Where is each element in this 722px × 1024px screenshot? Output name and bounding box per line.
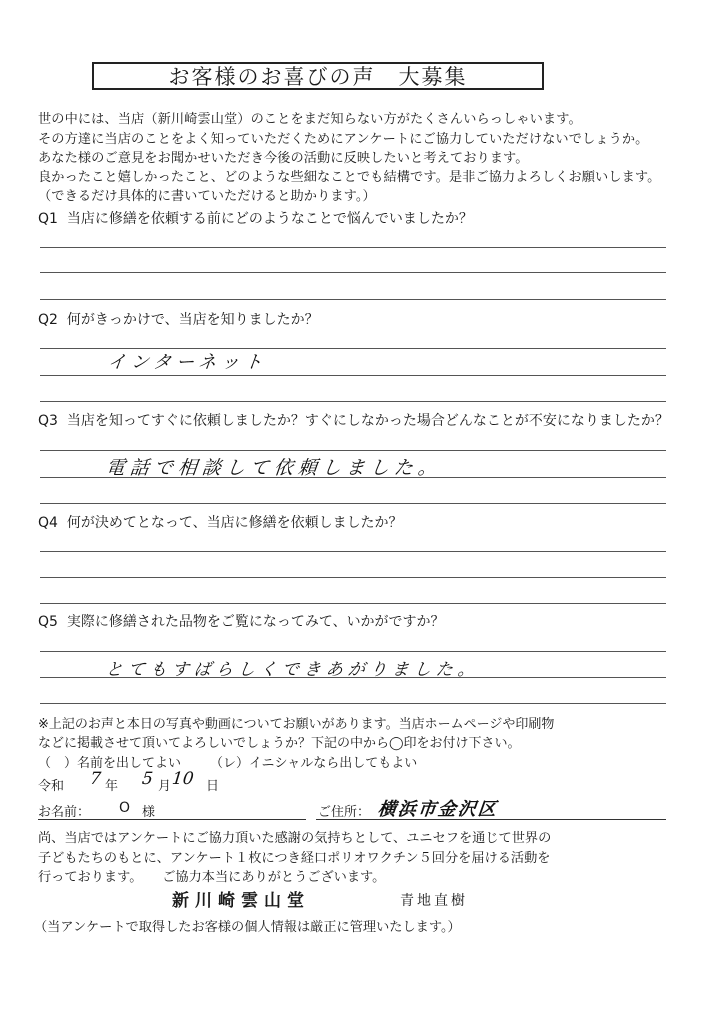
- footer-line-3: 行っております。 ご協力本当にありがとうございます。: [38, 870, 386, 885]
- date-day[interactable]: 10: [170, 769, 195, 789]
- option-initial-checkbox[interactable]: （レ）: [209, 756, 249, 771]
- address-value[interactable]: 横浜市金沢区: [376, 799, 499, 820]
- answer-line: [40, 450, 666, 451]
- answer-3[interactable]: 電話で相談して依頼しました。: [104, 457, 444, 479]
- option-initial-label: イニシャルなら出してもよい: [248, 756, 418, 771]
- name-label: お名前：: [38, 805, 91, 820]
- question-1: Q1 当店に修繕を依頼する前にどのようなことで悩んでいましたか？: [38, 211, 473, 227]
- answer-line: [40, 375, 666, 376]
- name-suffix: 様: [142, 805, 156, 820]
- question-2: Q2 何がきっかけで、当店を知りましたか？: [38, 312, 319, 328]
- footer-line-2: 子どもたちのもとに、アンケート１枚につき経口ポリオワクチン５回分を届ける活動を: [38, 851, 551, 866]
- footer-line-1: 尚、当店ではアンケートにご協力頂いた感謝の気持ちとして、ユニセフを通じて世界の: [38, 831, 552, 846]
- answer-line: [40, 503, 666, 504]
- date-year-label: 年: [105, 779, 119, 794]
- intro-line-1: 世の中には、当店（新川崎雲山堂）のことをまだ知らない方がたくさんいらっしゃいます。: [38, 112, 582, 127]
- date-era: 令和: [38, 779, 65, 794]
- intro-line-2: その方達に当店のことをよく知っていただくためにアンケートにご協力していただけないでしょうか。: [38, 132, 649, 147]
- answer-5[interactable]: とてもすばらしくできあがりました。: [104, 660, 481, 680]
- answer-line: [40, 577, 666, 578]
- page-title: お客様のお喜びの声 大募集: [92, 62, 544, 90]
- question-3: Q3 当店を知ってすぐに依頼しましたか？すぐにしなかった場合どんなことが不安になりましたか？: [38, 413, 669, 429]
- date-month[interactable]: 5: [140, 769, 154, 789]
- answer-line: [40, 677, 666, 678]
- answer-line: [40, 477, 666, 478]
- privacy-note: （当アンケートで取得したお客様の個人情報は厳正に管理いたします。）: [34, 920, 461, 935]
- answer-2[interactable]: インターネット: [106, 352, 269, 373]
- intro-line-5: （できるだけ具体的に書いていただけると助かります。）: [38, 189, 376, 204]
- answer-line: [40, 247, 666, 248]
- date-day-label: 日: [206, 779, 220, 794]
- question-5: Q5 実際に修繕された品物をご覧になってみて、いかがですか？: [38, 614, 445, 630]
- answer-line: [40, 299, 666, 300]
- name-underline: [38, 819, 306, 820]
- name-value[interactable]: O: [119, 800, 131, 816]
- question-4: Q4 何が決めてとなって、当店に修繕を依頼しましたか？: [38, 515, 403, 531]
- consent-line-1: ※上記のお声と本日の写真や動画についてお願いがあります。当店ホームページや印刷物: [38, 717, 555, 732]
- shop-signature: 青地直樹: [400, 893, 468, 909]
- address-label: ご住所：: [318, 805, 371, 820]
- date-month-label: 月: [158, 779, 172, 794]
- consent-line-2: などに掲載させて頂いてよろしいでしょうか？下記の中から◯印をお付け下さい。: [38, 736, 521, 751]
- intro-line-3: あなた様のご意見をお聞かせいただき今後の活動に反映したいと考えております。: [38, 151, 529, 166]
- answer-line: [40, 703, 666, 704]
- intro-line-4: 良かったこと嬉しかったこと、どのような些細なことでも結構です。是非ご協力よろしくお願いします。: [38, 170, 661, 185]
- answer-line: [40, 272, 666, 273]
- shop-brand: 新川崎雲山堂: [172, 891, 310, 911]
- answer-line: [40, 551, 666, 552]
- option-name-label[interactable]: （ ）名前を出してよい: [38, 756, 182, 771]
- address-underline: [316, 819, 666, 820]
- answer-line: [40, 401, 666, 402]
- answer-line: [40, 348, 666, 349]
- answer-line: [40, 651, 666, 652]
- answer-line: [40, 603, 666, 604]
- date-year[interactable]: 7: [88, 769, 102, 789]
